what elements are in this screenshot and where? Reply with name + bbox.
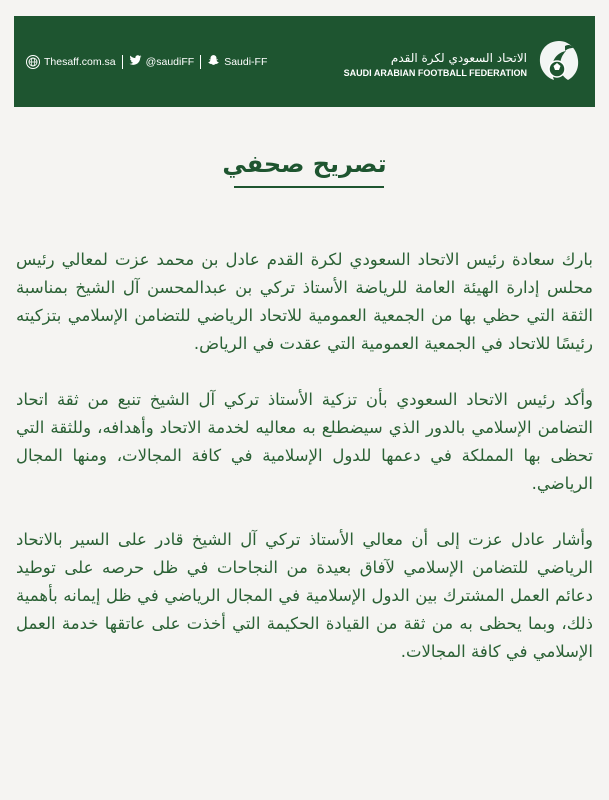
paragraph: بارك سعادة رئيس الاتحاد السعودي لكرة القدم عادل بن محمد عزت لمعالي رئيس محلس إدارة الهيئة العامة للرياضة الأستاذ تركي بن عبدالمحسن آل الشيخ بمناسبة الثقة التي حظي بها من الجمعية العمومية للاتحاد الرياضي للتضامن الإسلامي بتزكيته رئيسًا للاتحاد في الجمعية العمومية التي عقدت في الرياض. [16,250,593,353]
brand-text [344,51,527,78]
paragraph: وأكد رئيس الاتحاد السعودي بأن تزكية الأستاذ تركي آل الشيخ تنبع من ثقة اتحاد التضامن الإسلامي بالدور الذي سيضطلع به معاليه لخدمة الاتحاد وأهدافه، وللثقة التي تحظى بها المملكة في دعمها للدول الإسلامية في كافة المجالات، ومنها المجال الرياضي. [16,390,593,493]
divider [122,55,123,69]
twitter-handle: @saudiFF [145,56,195,68]
twitter-link[interactable] [129,55,195,69]
statement-body [16,246,593,694]
social-links [26,54,267,70]
brand-name-english: SAUDI ARABIAN FOOTBALL FEDERATION [343,67,527,78]
snapchat-icon [207,54,220,70]
title-underline [234,186,384,188]
page-title: تصريح صحفي [222,150,387,178]
paragraph: وأشار عادل عزت إلى أن معالي الأستاذ تركي آل الشيخ قادر على السير بالاتحاد الرياضي للتضامن الإسلامي لآفاق بعيدة من النجاحات في ظل حرصه على توطيد دعائم العمل المشترك بين الدول الإسلامية في المجال الرياضي في ظل إيمانه بأهمية ذلك، وبما يحظى به من ثقة من القيادة الحكيمة التي أخذت على عاتقها خدمة العمل الإسلامي في كافة المجالات. [16,530,593,661]
snapchat-link[interactable] [207,54,267,70]
snapchat-handle: Saudi-FF [224,56,268,68]
website-link[interactable] [26,55,116,69]
header-banner [14,16,595,107]
divider [200,55,201,69]
saff-logo-icon [535,38,583,90]
brand-name-arabic: الاتحاد السعودي لكرة القدم [390,50,527,65]
website-text: Thesaff.com.sa [44,56,116,68]
federation-brand [344,38,583,90]
globe-icon [26,55,40,69]
twitter-icon [129,55,142,69]
